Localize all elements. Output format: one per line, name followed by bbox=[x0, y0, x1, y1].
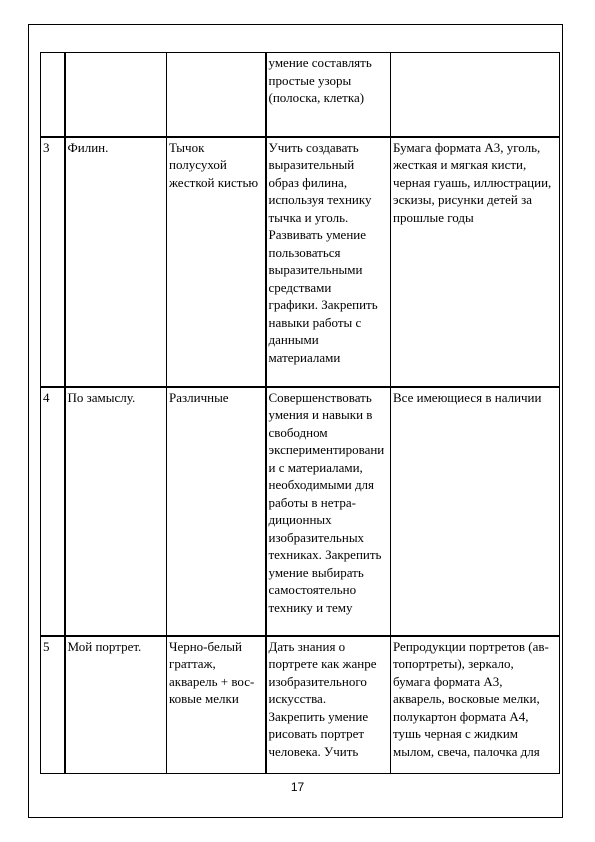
materials-cell: Все имеющиеся в наличии bbox=[391, 387, 560, 636]
table-row bbox=[41, 53, 560, 137]
materials-cell bbox=[391, 53, 560, 137]
materials-cell: Репродукции портретов (ав- топортреты), зеркало, бумага формата А3, акварель, восковые мелки, полукартон формата А4, тушь черная с жидким мылом, свеча, палочка для bbox=[391, 636, 560, 774]
row-number-cell: 4 bbox=[41, 387, 65, 636]
row-number-cell: 5 bbox=[41, 636, 65, 774]
topic-cell: Филин. bbox=[65, 137, 167, 387]
goals-cell: Совершенствовать умения и навыки в свободном экспериментировани и с материалами, необходимыми для работы в нетра- диционных изобразительных техниках. Закрепить умение выбирать самостоятельно технику и тему bbox=[266, 387, 391, 636]
goals-cell: Дать знания о портрете как жанре изобразительного искусства. Закрепить умение рисовать портрет человека. Учить bbox=[266, 636, 391, 774]
technique-cell: Тычок полусухой жесткой кистью bbox=[167, 137, 266, 387]
technique-cell: Различные bbox=[167, 387, 266, 636]
goals-cell: умение составлять простые узоры (полоска, клетка) bbox=[266, 53, 391, 137]
table-row bbox=[41, 636, 560, 774]
row-number-cell: 3 bbox=[41, 137, 65, 387]
page-number: 17 bbox=[290, 780, 305, 794]
technique-cell bbox=[167, 53, 266, 137]
topic-cell: Мой портрет. bbox=[65, 636, 167, 774]
goals-cell: Учить создавать выразительный образ филина, используя технику тычка и уголь. Развивать умение пользоваться выразительными средствами графики. Закрепить навыки работы с данными материалами bbox=[266, 137, 391, 387]
materials-cell: Бумага формата А3, уголь, жесткая и мягкая кисти, черная гуашь, иллюстрации, эскизы, рисунки детей за прошлые годы bbox=[391, 137, 560, 387]
table-row bbox=[41, 137, 560, 387]
technique-cell: Черно-белый граттаж, акварель + вос- ковые мелки bbox=[167, 636, 266, 774]
topic-cell bbox=[65, 53, 167, 137]
table-row bbox=[41, 387, 560, 636]
topic-cell: По замыслу. bbox=[65, 387, 167, 636]
lesson-plan-table bbox=[40, 52, 560, 774]
row-number-cell bbox=[41, 53, 65, 137]
